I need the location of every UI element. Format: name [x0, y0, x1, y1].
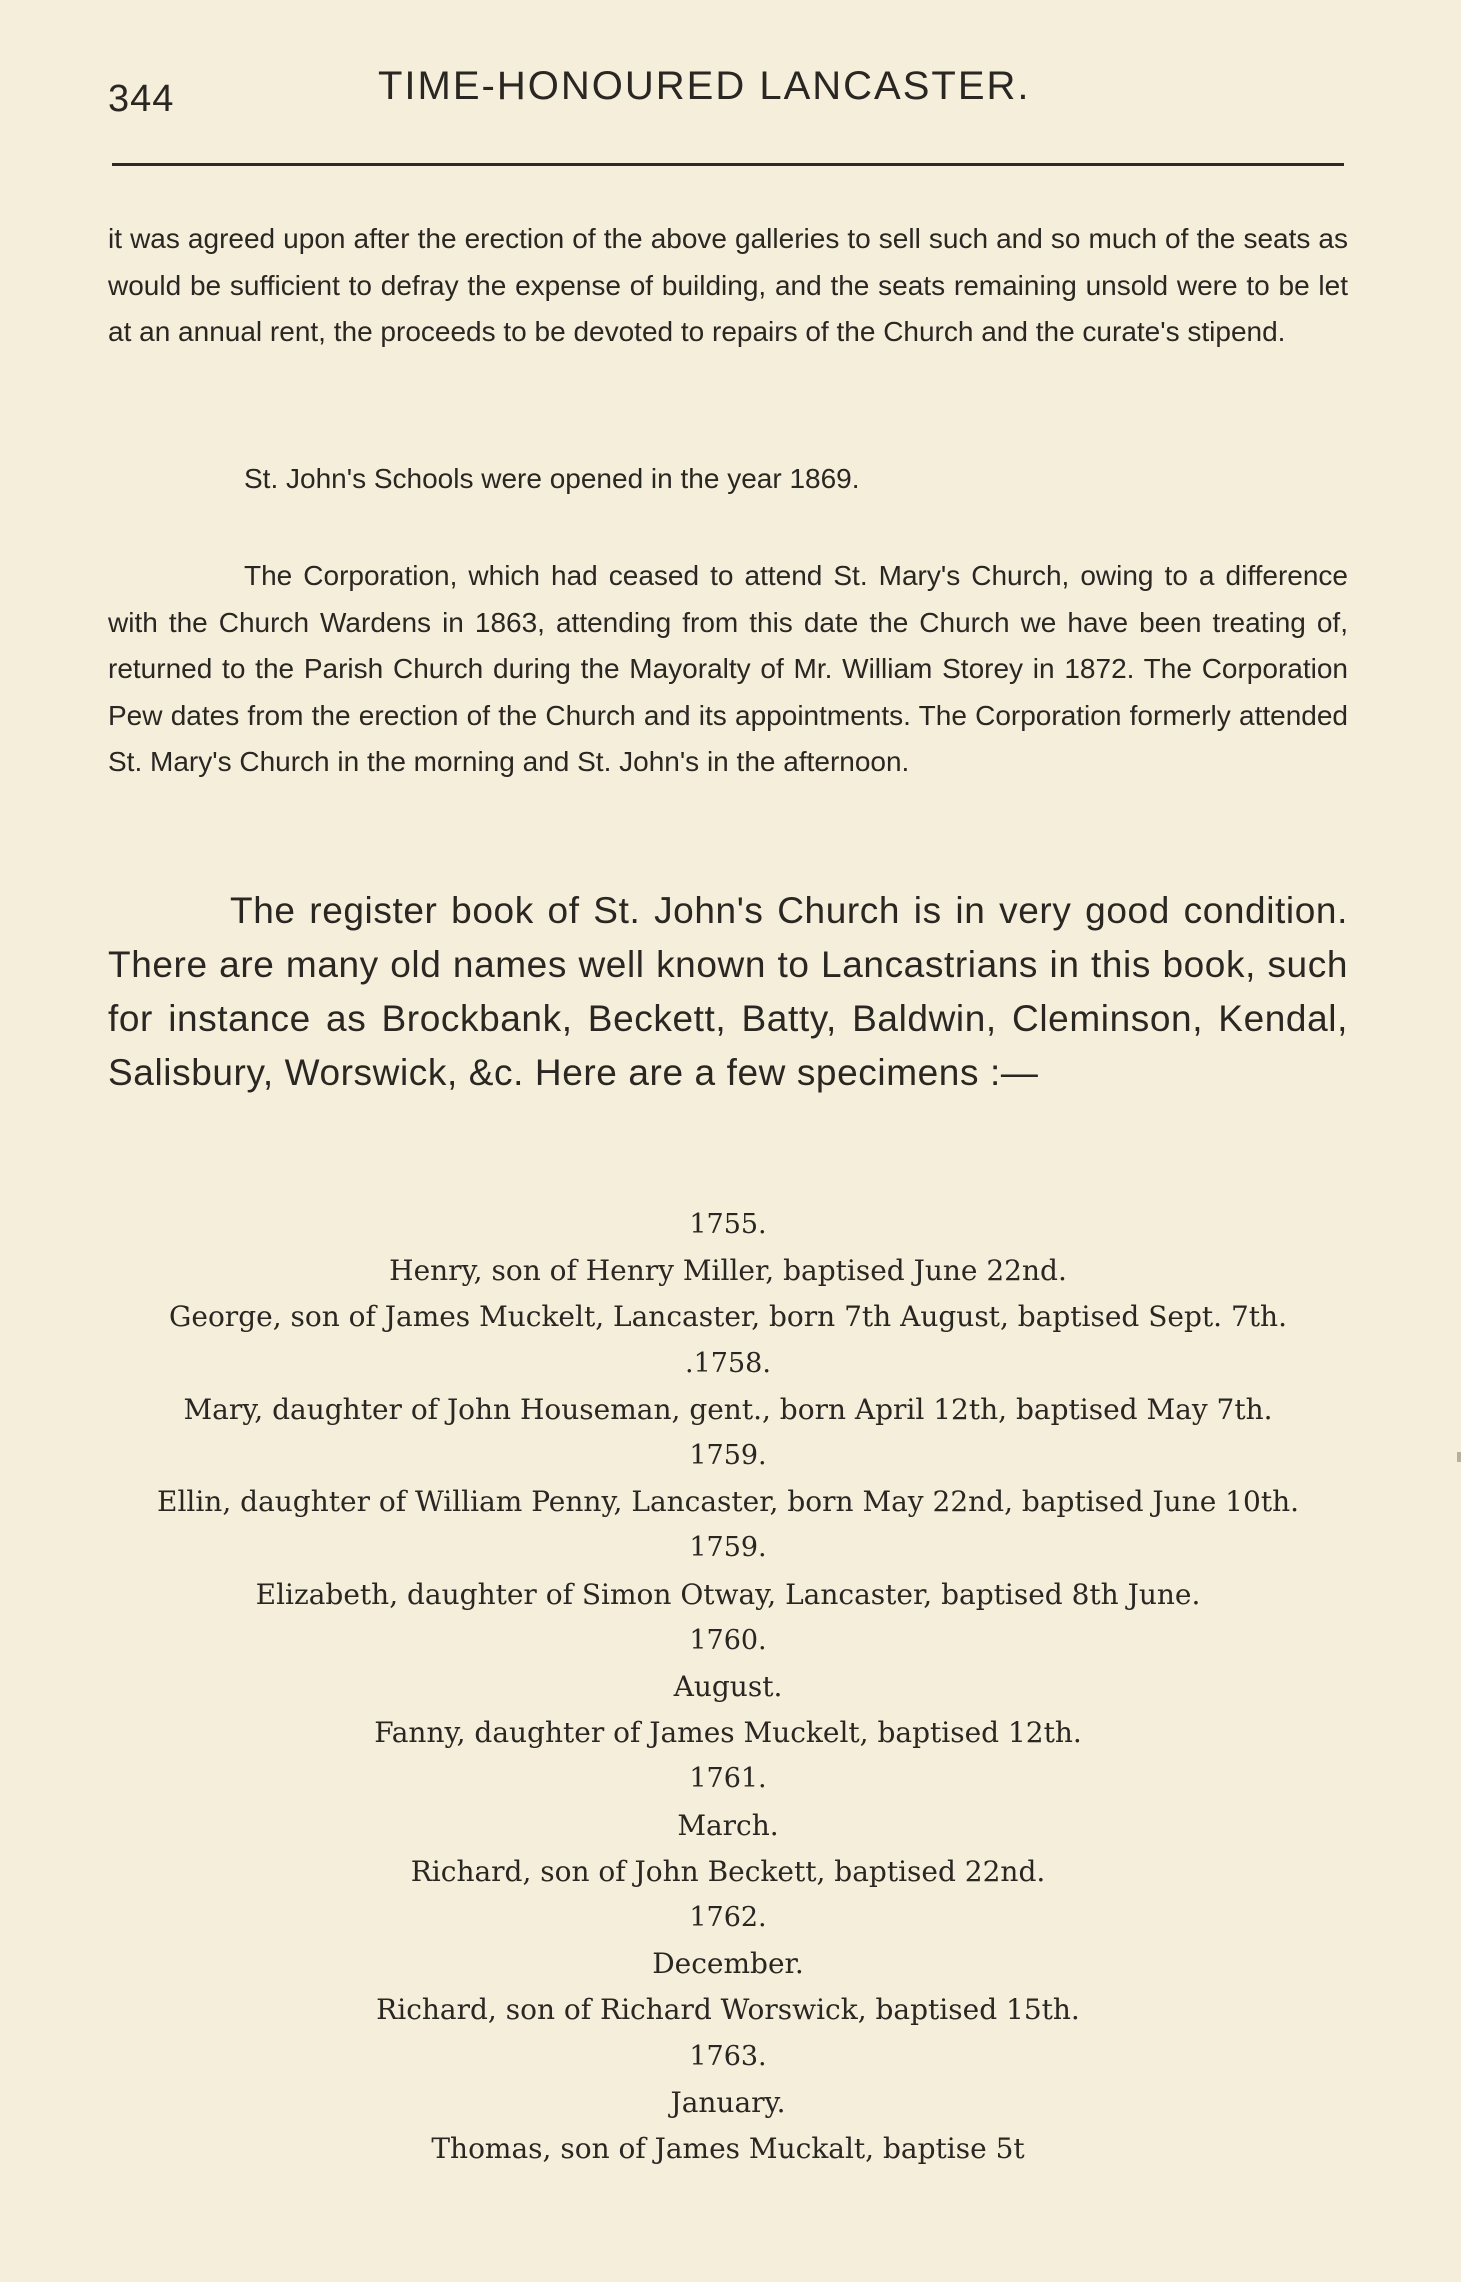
register-year: 1755. [689, 1209, 767, 1240]
register-entry: Elizabeth, daughter of Simon Otway, Lancaster, baptised 8th June. [255, 1577, 1201, 1611]
running-title: TIME-HONOURED LANCASTER. [378, 64, 1031, 108]
register-year: 1763. [689, 2040, 767, 2072]
register-year: 1761. [689, 1763, 767, 1795]
register-year: 1760. [689, 1624, 767, 1656]
register-year: .1758. [685, 1347, 771, 1379]
paragraph-galleries: it was agreed upon after the erection of the above galleries to sell such and so much of the seats as would be sufficient to defray the expense of building, and the seats remaining unsold were to be let at an annual rent, the proceeds to be devoted to repairs of the Church and the curate's stipend. [108, 223, 1348, 347]
register-entry: Richard, son of John Beckett, baptised 22nd. [410, 1854, 1046, 1888]
paragraph-register-intro: The register book of St. John's Church is in very good condition. There are many old names well known to Lancastrians in this book, such for instance as Brockbank, Beckett, Batty, Baldwin, Cleminson, Kendal, Salisbury, Worswick, &c. Here are a few specimens :— [108, 890, 1348, 1093]
register-year: 1762. [689, 1902, 767, 1934]
register-entry: Ellin, daughter of William Penny, Lancaster, born May 22nd, baptised June 10th. [157, 1485, 1299, 1519]
register-month: March. [677, 1808, 779, 1842]
register-entry: Fanny, daughter of James Muckelt, baptised 12th. [374, 1716, 1082, 1750]
register-specimens [108, 1202, 1348, 2172]
register-entry: Richard, son of Richard Worswick, baptised 15th. [376, 1993, 1080, 2027]
header-rule [112, 163, 1344, 166]
register-entry: Thomas, son of James Muckalt, baptise 5t [431, 2132, 1025, 2166]
page-header [108, 60, 1348, 120]
paragraph-schools: St. John's Schools were opened in the year 1869. [244, 463, 860, 494]
register-entry: Henry, son of Henry Miller, baptised June 22nd. [389, 1254, 1067, 1288]
register-month: December. [652, 1947, 804, 1981]
paragraph-corporation: The Corporation, which had ceased to attend St. Mary's Church, owing to a difference with the Church Wardens in 1863, attending from this date the Church we have been treating of, returned to the Parish Church during the Mayoralty of Mr. William Storey in 1872. The Corporation Pew dates from the erection of the Church and its appointments. The Corporation formerly attended St. Mary's Church in the morning and St. John's in the afternoon. [108, 560, 1348, 777]
register-entry: Mary, daughter of John Houseman, gent., born April 12th, baptised May 7th. [183, 1392, 1273, 1426]
page-edge-mark [1457, 1452, 1461, 1462]
register-year: 1759. [689, 1440, 767, 1472]
register-entry: George, son of James Muckelt, Lancaster, born 7th August, baptised Sept. 7th. [169, 1300, 1287, 1334]
register-month: August. [673, 1670, 783, 1704]
page-number: 344 [108, 78, 175, 120]
register-month: January. [670, 2085, 786, 2119]
register-year: 1759. [689, 1532, 767, 1564]
